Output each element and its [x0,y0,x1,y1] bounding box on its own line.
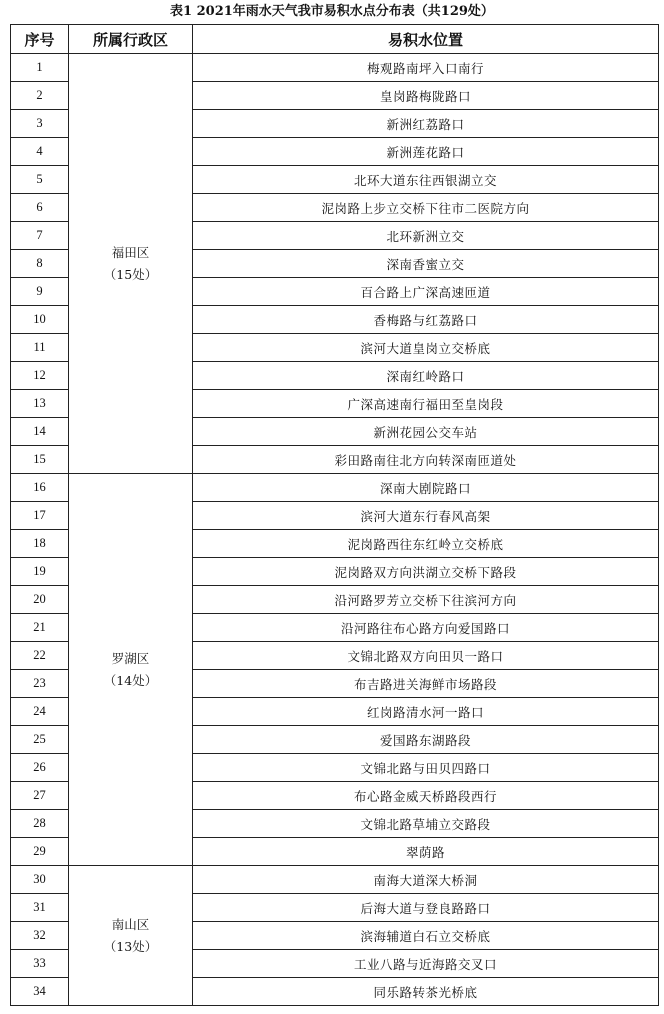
location-cell: 泥岗路上步立交桥下往市二医院方向 [193,194,659,222]
row-number: 28 [11,810,69,838]
location-cell: 文锦北路与田贝四路口 [193,754,659,782]
location-cell: 沿河路罗芳立交桥下往滨河方向 [193,586,659,614]
row-number: 10 [11,306,69,334]
location-cell: 文锦北路双方向田贝一路口 [193,642,659,670]
row-number: 5 [11,166,69,194]
location-cell: 泥岗路西往东红岭立交桥底 [193,530,659,558]
district-cell [69,866,193,1006]
row-number: 8 [11,250,69,278]
row-number: 26 [11,754,69,782]
location-cell: 广深高速南行福田至皇岗段 [193,390,659,418]
location-cell: 滨河大道东行春风高架 [193,502,659,530]
location-cell: 后海大道与登良路路口 [193,894,659,922]
row-number: 11 [11,334,69,362]
row-number: 31 [11,894,69,922]
district-count: （13处） [103,938,158,954]
row-number: 18 [11,530,69,558]
district-name: 罗湖区 [111,650,150,666]
district-count: （14处） [103,672,158,688]
row-number: 14 [11,418,69,446]
row-number: 13 [11,390,69,418]
location-cell: 文锦北路草埔立交路段 [193,810,659,838]
row-number: 22 [11,642,69,670]
location-cell: 布心路金威天桥路段西行 [193,782,659,810]
location-cell: 翠荫路 [193,838,659,866]
row-number: 25 [11,726,69,754]
district-cell [69,474,193,866]
location-cell: 同乐路转茶光桥底 [193,978,659,1006]
location-cell: 滨海辅道白石立交桥底 [193,922,659,950]
row-number: 32 [11,922,69,950]
row-number: 24 [11,698,69,726]
row-number: 15 [11,446,69,474]
row-number: 2 [11,82,69,110]
location-cell: 梅观路南坪入口南行 [193,54,659,82]
location-cell: 北环新洲立交 [193,222,659,250]
row-number: 33 [11,950,69,978]
location-cell: 香梅路与红荔路口 [193,306,659,334]
row-number: 19 [11,558,69,586]
row-number: 23 [11,670,69,698]
location-cell: 工业八路与近海路交叉口 [193,950,659,978]
row-number: 7 [11,222,69,250]
location-cell: 泥岗路双方向洪湖立交桥下路段 [193,558,659,586]
header-district: 所属行政区 [69,25,193,54]
row-number: 29 [11,838,69,866]
location-cell: 新洲红荔路口 [193,110,659,138]
district-name: 南山区 [111,916,150,932]
location-cell: 皇岗路梅陇路口 [193,82,659,110]
district-count: （15处） [103,266,158,282]
location-cell: 北环大道东往西银湖立交 [193,166,659,194]
row-number: 4 [11,138,69,166]
location-cell: 新洲莲花路口 [193,138,659,166]
row-number: 27 [11,782,69,810]
row-number: 1 [11,54,69,82]
location-cell: 红岗路清水河一路口 [193,698,659,726]
location-cell: 彩田路南往北方向转深南匝道处 [193,446,659,474]
header-location: 易积水位置 [193,25,659,54]
location-cell: 深南香蜜立交 [193,250,659,278]
table-header-row [11,25,659,54]
row-number: 6 [11,194,69,222]
table-title: 表1 2021年雨水天气我市易积水点分布表（共129处） [170,4,494,19]
row-number: 12 [11,362,69,390]
row-number: 20 [11,586,69,614]
location-cell: 布吉路进关海鲜市场路段 [193,670,659,698]
row-number: 9 [11,278,69,306]
location-cell: 滨河大道皇岗立交桥底 [193,334,659,362]
row-number: 30 [11,866,69,894]
row-number: 16 [11,474,69,502]
location-cell: 百合路上广深高速匝道 [193,278,659,306]
flood-points-table [10,24,659,1006]
table-row [11,866,659,894]
header-no: 序号 [11,25,69,54]
row-number: 3 [11,110,69,138]
row-number: 17 [11,502,69,530]
location-cell: 沿河路往布心路方向爱国路口 [193,614,659,642]
table-body [11,54,659,1006]
location-cell: 新洲花园公交车站 [193,418,659,446]
location-cell: 爱国路东湖路段 [193,726,659,754]
location-cell: 深南红岭路口 [193,362,659,390]
district-cell [69,54,193,474]
row-number: 21 [11,614,69,642]
district-name: 福田区 [111,244,150,260]
location-cell: 深南大剧院路口 [193,474,659,502]
table-row [11,54,659,82]
row-number: 34 [11,978,69,1006]
table-row [11,474,659,502]
location-cell: 南海大道深大桥洞 [193,866,659,894]
